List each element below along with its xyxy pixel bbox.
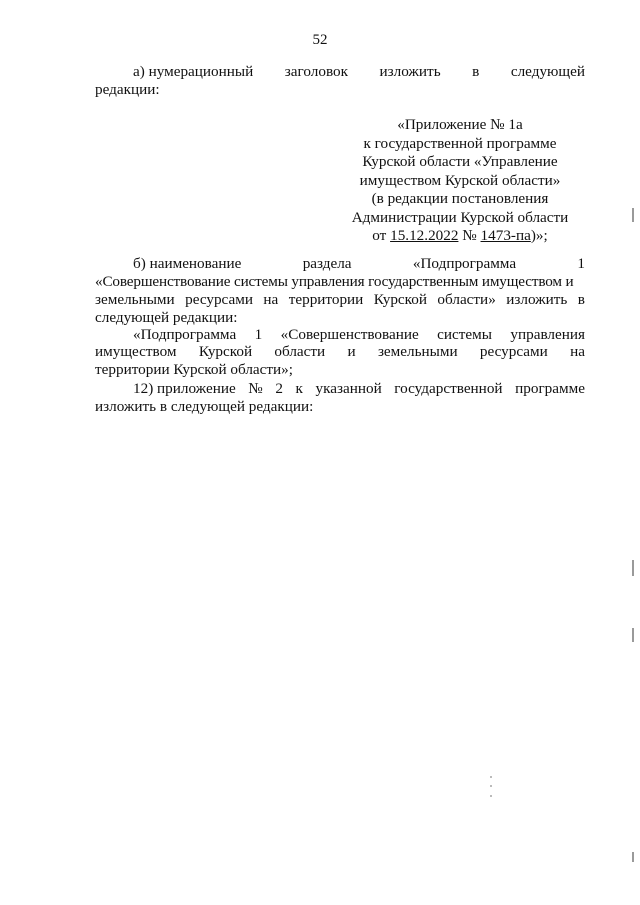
- word: программе: [515, 380, 585, 397]
- scan-mark: [632, 628, 634, 642]
- word: управления: [510, 326, 585, 343]
- appendix-heading-block: [340, 116, 580, 246]
- word: на: [263, 291, 279, 308]
- appendix-line-6: Администрации Курской области: [351, 208, 569, 226]
- word: «Подпрограмма: [133, 326, 237, 343]
- word: к: [295, 380, 303, 397]
- appendix-suffix: )»;: [530, 227, 548, 244]
- word: изложить: [379, 63, 441, 80]
- word: имуществом: [95, 343, 177, 360]
- word: и: [347, 343, 356, 360]
- appendix-from: от: [372, 227, 391, 244]
- word: Курской: [373, 291, 427, 308]
- appendix-line-7: [340, 227, 580, 246]
- word: «Совершенствование: [280, 326, 419, 343]
- scan-dot: [490, 776, 492, 778]
- appendix-line-5: (в редакции постановления: [371, 190, 549, 207]
- appendix-number: 1473-па: [480, 227, 531, 244]
- word: на: [570, 343, 585, 360]
- word: земельными: [95, 291, 175, 308]
- word: области»: [437, 291, 496, 308]
- item-b-line-6: [95, 342, 585, 361]
- scan-mark: [632, 852, 634, 862]
- word: Курской: [198, 343, 253, 360]
- word: раздела: [302, 255, 352, 272]
- item-b-line-7: территории Курской области»;: [95, 361, 293, 378]
- item-12-line-1: [95, 379, 585, 398]
- word: «Подпрограмма: [412, 255, 517, 272]
- word: государственной: [394, 380, 503, 397]
- scan-dot: [490, 795, 492, 797]
- item-b-line-3: [95, 290, 585, 309]
- word: а) нумерационный: [133, 63, 254, 80]
- appendix-line-2: к государственной программе: [363, 134, 557, 152]
- item-b-line-1: [95, 254, 585, 273]
- word: 12) приложение: [133, 380, 236, 397]
- word: территории: [288, 291, 364, 308]
- appendix-number-sign: №: [458, 227, 481, 244]
- item-b-line-4: следующей редакции:: [95, 309, 238, 326]
- word: в: [472, 63, 480, 80]
- word: 1: [254, 326, 263, 343]
- page-number: 52: [312, 32, 328, 48]
- word: указанной: [315, 380, 382, 397]
- appendix-line-1: «Приложение № 1а: [397, 116, 523, 133]
- word: №: [248, 380, 263, 397]
- scan-mark: [632, 208, 634, 222]
- word: 1: [577, 255, 585, 272]
- item-b-line-2: «Совершенствование системы управления государственным имуществом и: [95, 273, 574, 290]
- word: заголовок: [284, 63, 348, 80]
- item-a-line-1: [95, 62, 585, 81]
- scan-dot: [490, 785, 492, 787]
- item-a-line-2: редакции:: [95, 81, 160, 98]
- word: ресурсами: [479, 343, 548, 360]
- word: земельными: [377, 343, 458, 360]
- appendix-line-4: имуществом Курской области»: [359, 171, 561, 189]
- appendix-date: 15.12.2022: [390, 227, 459, 244]
- word: следующей: [510, 63, 585, 80]
- item-12-line-2: изложить в следующей редакции:: [95, 398, 314, 415]
- appendix-line-3: Курской области «Управление: [362, 153, 558, 170]
- word: области: [274, 343, 326, 360]
- scan-mark: [632, 560, 634, 576]
- word: ресурсами: [185, 291, 253, 308]
- word: системы: [437, 326, 492, 343]
- word: б) наименование: [133, 255, 242, 272]
- word: изложить: [506, 291, 568, 308]
- word: 2: [275, 380, 283, 397]
- word: в: [577, 291, 585, 308]
